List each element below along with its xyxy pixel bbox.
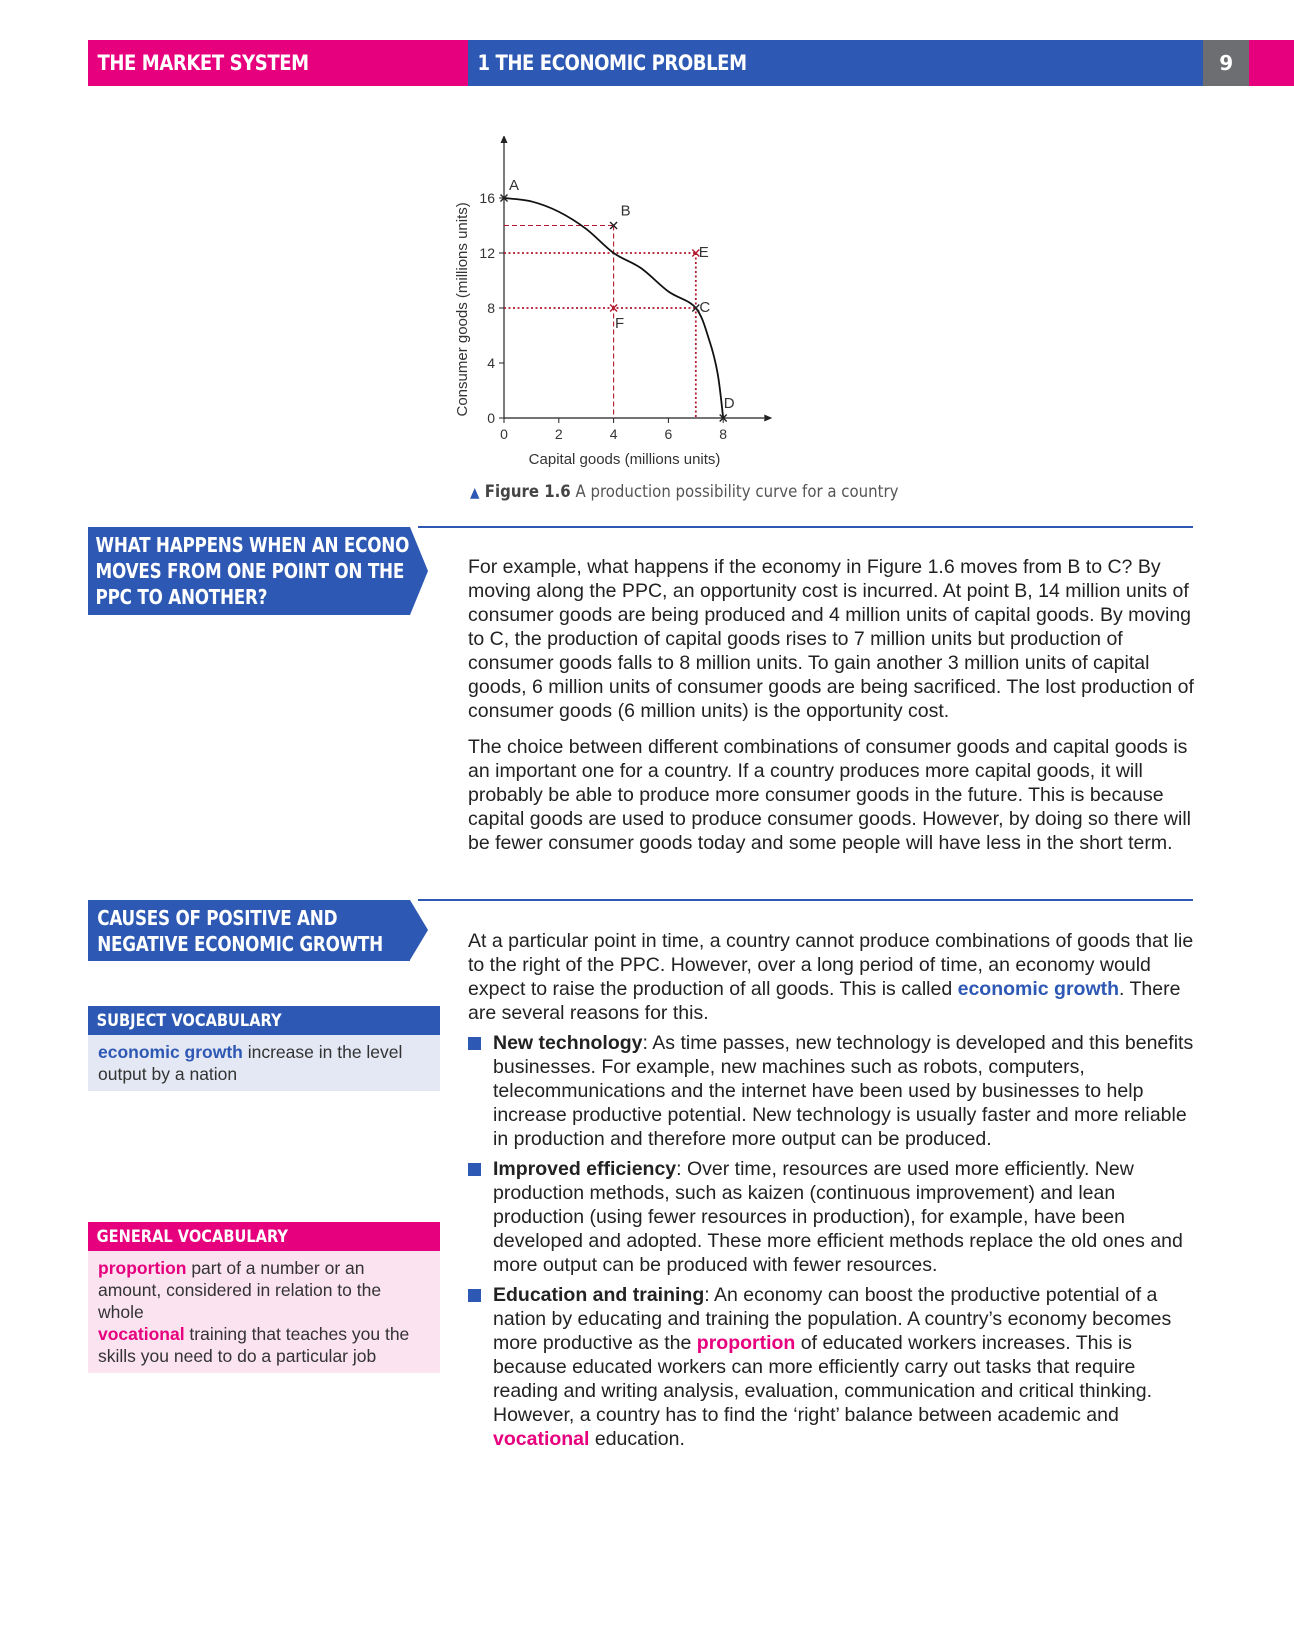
section-heading-line: CAUSES OF POSITIVE AND (97, 906, 338, 930)
list-item (468, 1283, 1198, 1451)
y-tick-label: 12 (479, 245, 495, 261)
list-item-text: : An economy can boost the productive potential of a nation by educating and training the population. A country’s economy becomes more productive as the (493, 1284, 1172, 1354)
list-item (468, 1157, 1198, 1277)
paragraph (468, 929, 1198, 1025)
tab-arrow-shape (410, 900, 428, 960)
list-item-text: : Over time, resources are used more efficiently. New production methods, such as kaizen (continuous improvement) and lean production (using fewer resources in production), for example, have been developed and adopted. These more efficient methods replace the old ones and more output can be produced with fewer resources. (493, 1158, 1183, 1276)
section-divider (418, 526, 1193, 528)
list-item-title: New technology (493, 1032, 643, 1054)
y-axis-arrow (501, 136, 508, 143)
intro-text: At a particular point in time, a country cannot produce combinations of goods that lie to the right of the PPC. However, over a long period of time, an economy would expect to raise the production of all goods. This is called (468, 930, 1194, 1000)
header-edge-tab (1249, 40, 1294, 86)
section-heading (88, 900, 383, 957)
vocabulary-entry (98, 1257, 430, 1323)
x-tick-label: 2 (554, 426, 563, 442)
figure-caption-text: A production possibility curve for a country (575, 482, 899, 502)
point-label: A (508, 177, 520, 194)
key-term: vocational (493, 1428, 590, 1450)
vocabulary-term: proportion (98, 1258, 187, 1278)
section-intro (468, 929, 1198, 1031)
bullet-square-icon (468, 1163, 481, 1176)
bullet-square-icon (468, 1289, 481, 1302)
y-tick-label: 16 (479, 190, 495, 206)
section-heading-line: MOVES FROM ONE POINT ON THE (95, 559, 405, 583)
general-vocabulary-box (88, 1222, 440, 1373)
tab-arrow-shape (410, 527, 428, 615)
header-section-bar (88, 40, 468, 86)
paragraph: The choice between different combinations of consumer goods and capital goods is an important one for a country. If a country produces more capital goods, it will probably be able to produce more consumer goods in the future. This is because capital goods are used to produce consumer goods. However, by doing so there will be fewer consumer goods today and some people will have less in the short term. (468, 736, 1192, 854)
list-item-title: Education and training (493, 1284, 705, 1306)
figure-label: Figure 1.6 (484, 482, 571, 502)
section-divider (418, 899, 1193, 901)
paragraph: For example, what happens if the economy in Figure 1.6 moves from B to C? By moving along the PPC, an opportunity cost is incurred. At point B, 14 million units of consumer goods are being produced and 4 million units of capital goods. By moving to C, the production of capital goods rises to 7 million units but production of consumer goods falls to 8 million units. To gain another 3 million units of capital goods, 6 million units of consumer goods are being sacrificed. The lost production of consumer goods (6 million units) is the opportunity cost. (468, 556, 1194, 722)
vocabulary-definition: increase in the level output by a nation (98, 1042, 403, 1084)
intro-text: . There are several reasons for this. (468, 978, 1181, 1024)
point-label: B (620, 202, 631, 220)
y-tick-label: 0 (487, 410, 495, 426)
point-label: F (615, 315, 625, 332)
y-tick-label: 4 (487, 355, 495, 371)
list-item-text: : As time passes, new technology is developed and this benefits businesses. For example, new machines such as robots, computers, telecommunications and the internet have been used by businesses to help increase productive potential. New technology is usually faster and more reliable in production and therefore more output can be produced. (493, 1032, 1194, 1150)
subject-vocabulary-header (88, 1006, 440, 1035)
section-heading-line: WHAT HAPPENS WHEN AN ECONOMY (95, 533, 438, 557)
x-axis-arrow (764, 415, 772, 422)
key-term: proportion (696, 1332, 796, 1354)
subject-vocabulary-box (88, 1006, 440, 1091)
vocabulary-term: vocational (98, 1324, 185, 1344)
x-axis-title: Capital goods (millions units) (528, 451, 721, 468)
header-chapter-bar (468, 40, 1203, 86)
list-item-text: of educated workers increases. This is because educated workers can more efficiently carry out tasks that require reading and writing analysis, evaluation, communication and critical thinking. However, a country has to find the ‘right’ balance between academic and (493, 1332, 1153, 1426)
vocabulary-term: economic growth (98, 1042, 243, 1062)
bullet-square-icon (468, 1037, 481, 1050)
list-item (468, 1031, 1198, 1151)
figure-caption (470, 482, 899, 502)
general-vocabulary-header (88, 1222, 440, 1251)
general-vocabulary-body (88, 1251, 440, 1373)
page-number-box (1203, 40, 1249, 86)
ppc-chart (448, 136, 848, 476)
section-heading-tab (88, 527, 438, 615)
section-heading-line: PPC TO ANOTHER? (95, 585, 268, 609)
page-number: 9 (1219, 51, 1233, 75)
general-vocabulary-title: GENERAL VOCABULARY (96, 1226, 289, 1247)
subject-vocabulary-entry (88, 1035, 440, 1091)
section-body (468, 555, 1198, 867)
section-heading (88, 527, 438, 610)
header-section-title: THE MARKET SYSTEM (97, 51, 309, 75)
section-heading-line: NEGATIVE ECONOMIC GROWTH (97, 932, 383, 956)
caption-triangle-icon: ▲ (470, 485, 480, 501)
subject-vocabulary-title: SUBJECT VOCABULARY (96, 1010, 282, 1031)
list-item-title: Improved efficiency (493, 1158, 677, 1180)
section-heading-tab (88, 900, 410, 961)
vocabulary-definition: training that teaches you the skills you need to do a particular job (98, 1324, 410, 1366)
x-tick-label: 6 (664, 426, 673, 442)
vocabulary-definition: part of a number or an amount, considered in relation to the whole (98, 1258, 382, 1322)
header-chapter-title: 1 THE ECONOMIC PROBLEM (477, 51, 747, 75)
list-item-text: education. (589, 1428, 685, 1450)
vocabulary-entry (98, 1323, 430, 1367)
x-tick-label: 0 (500, 426, 508, 442)
y-axis-title: Consumer goods (millions units) (454, 202, 471, 417)
growth-causes-list (468, 1031, 1198, 1457)
point-label: C (699, 299, 711, 316)
x-tick-label: 8 (719, 426, 728, 442)
x-tick-label: 4 (609, 426, 618, 442)
point-label: E (698, 244, 709, 261)
key-term: economic growth (957, 978, 1120, 1000)
y-tick-label: 8 (487, 300, 495, 316)
point-label: D (723, 395, 735, 412)
